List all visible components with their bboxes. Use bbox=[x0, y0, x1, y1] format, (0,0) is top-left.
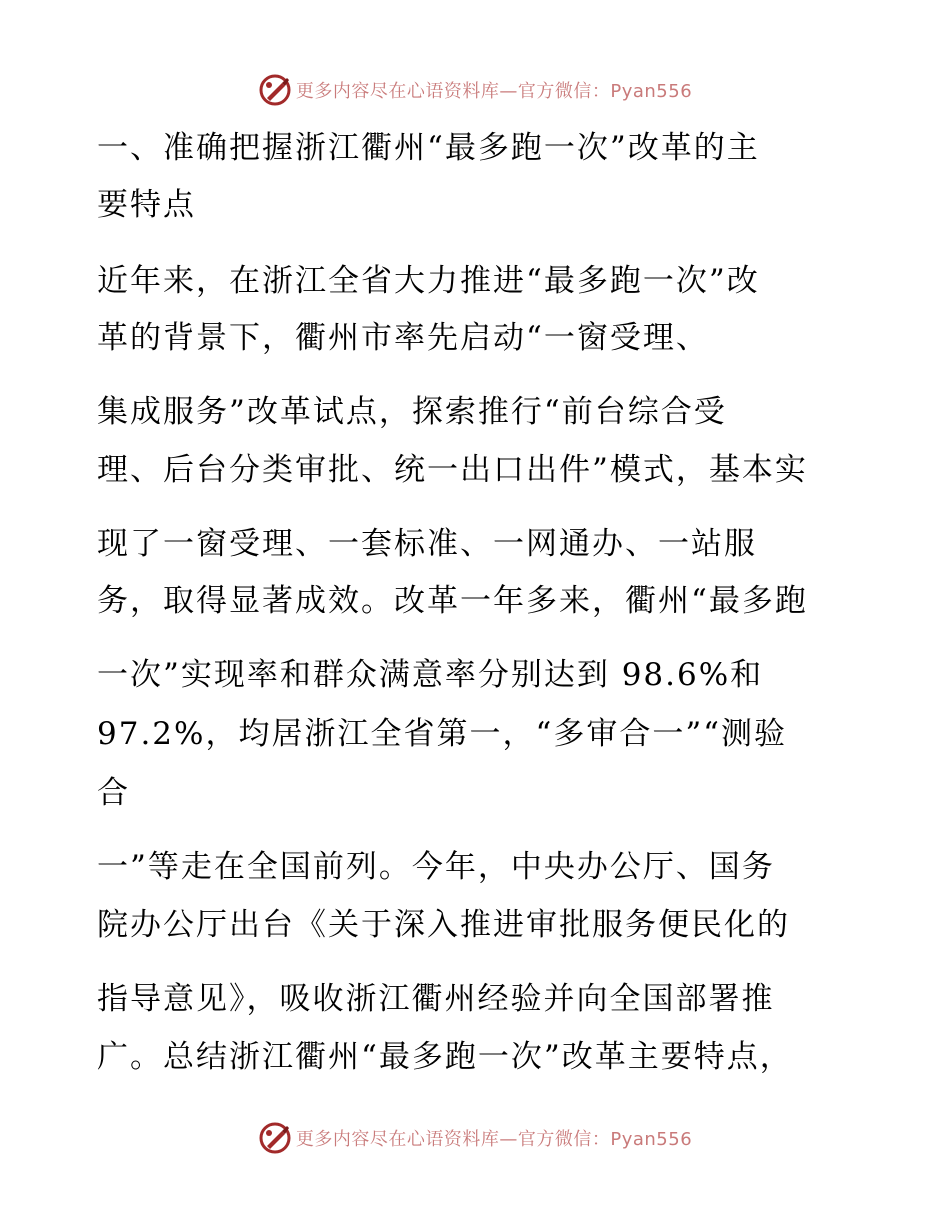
footer-banner-text: 更多内容尽在心语资料库—官方微信：Pyan556 bbox=[295, 1129, 693, 1150]
text-line: 广。总结浙江衢州“最多跑一次”改革主要特点， bbox=[97, 1039, 793, 1075]
text-line: 务，取得显著成效。改革一年多来，衢州“最多跑 bbox=[97, 583, 808, 619]
text-line: 一”等走在全国前列。今年，中央办公厅、国务 bbox=[97, 849, 775, 885]
text-line: 97.2%，均居浙江全省第一，“多审合一”“测验 bbox=[97, 716, 788, 752]
text-line: 现了一窗受理、一套标准、一网通办、一站服 bbox=[97, 526, 757, 562]
text-line: 一、准确把握浙江衢州“最多跑一次”改革的主 bbox=[97, 130, 760, 166]
text-line: 近年来，在浙江全省大力推进“最多跑一次”改 bbox=[97, 263, 760, 299]
footer-banner bbox=[0, 1118, 950, 1158]
text-line: 革的背景下，衢州市率先启动“一窗受理、 bbox=[97, 320, 709, 356]
text-line: 要特点 bbox=[97, 187, 196, 223]
text-line: 集成服务”改革试点，探索推行“前台综合受 bbox=[97, 394, 727, 430]
quill-pen-logo-icon bbox=[258, 1121, 292, 1155]
text-line: 一次”实现率和群众满意率分别达到 98.6%和 bbox=[97, 657, 764, 693]
text-line: 院办公厅出台《关于深入推进审批服务便民化的 bbox=[97, 907, 790, 943]
header-banner-text: 更多内容尽在心语资料库—官方微信：Pyan556 bbox=[295, 81, 693, 102]
text-line: 合 bbox=[97, 775, 130, 811]
text-line: 理、后台分类审批、统一出口出件”模式，基本实 bbox=[97, 452, 808, 488]
text-line: 指导意见》，吸收浙江衢州经验并向全国部署推 bbox=[97, 981, 775, 1017]
